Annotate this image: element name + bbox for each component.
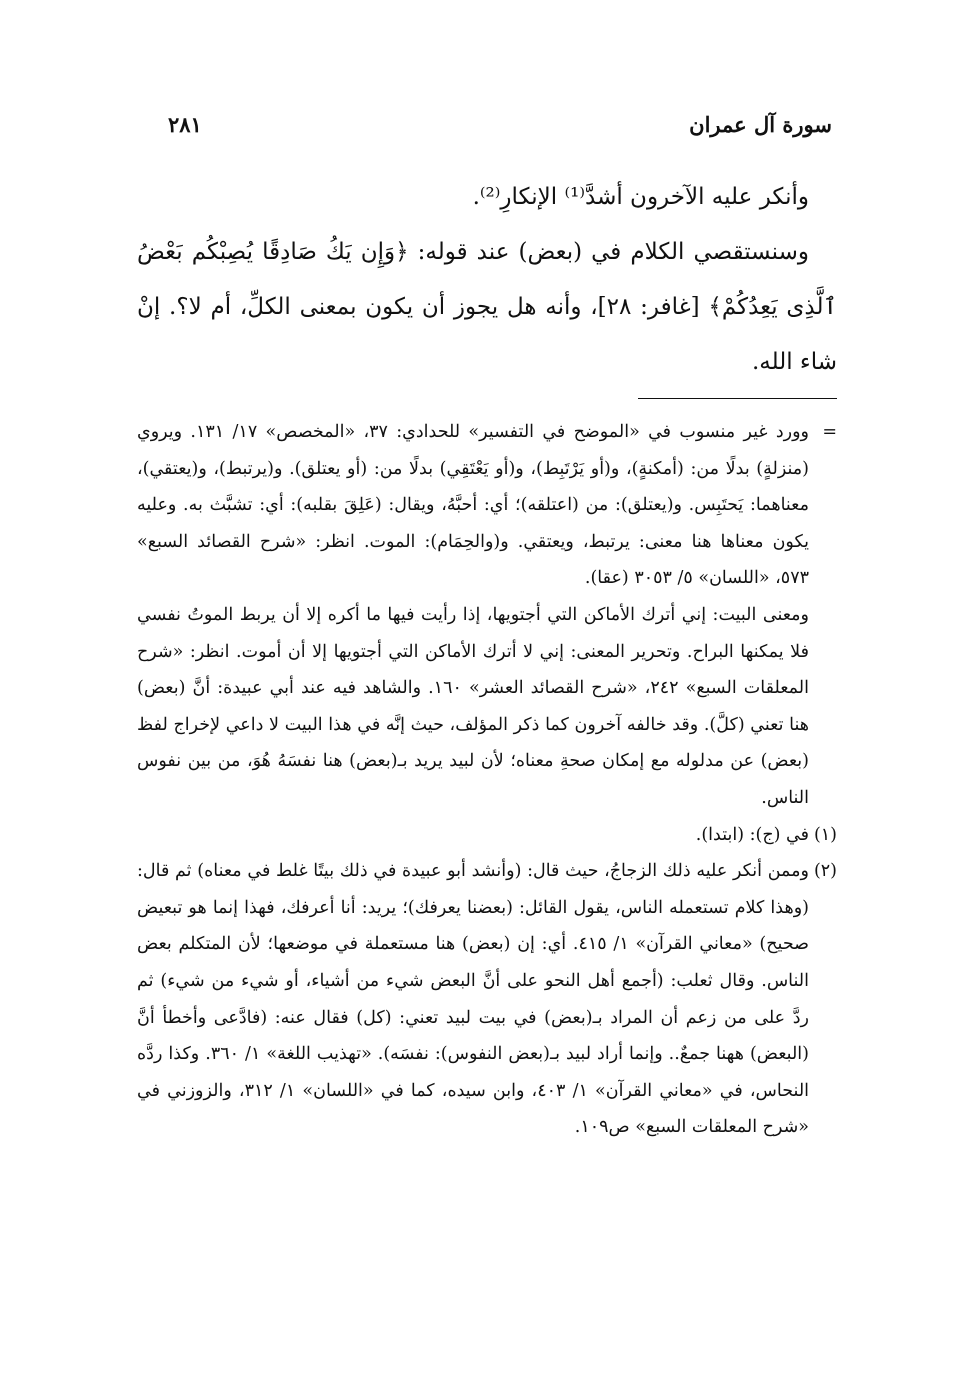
- footnote-meaning-paragraph: ومعنى البيت: إني أترك الأماكن التي أجتويها، إذا رأيت فيها ما أكره إلا أن يربط الموتُ نفسي فلا يمكنها البراح. وتحرير المعنى: إني لا أترك الأماكن التي أجتويها إلا أن أموت. انظر: «شرح المعلقات السبع» ٢٤٢، «شرح القصائد العشر» ١٦٠. والشاهد فيه عند أبي عبيدة: أنَّ (بعض) هنا تعني (كلَّ). وقد خالفه آخرون كما ذكر المؤلف، حيث إنَّه في هذا البيت لا داعي لإخراج لفظ (بعض) عن مدلوله مع إمكان صحةِ معناه؛ لأن لبيد يريد بـ(بعض) هنا نفسَهُ هُوَ، من بين نفوس الناس.: [137, 604, 809, 808]
- footnote-2: [137, 853, 837, 1146]
- footnote-separator: [638, 398, 837, 399]
- footnote-2-text: وممن أنكر عليه ذلك الزجاجُ، حيث قال: (وأنشد أبو عبيدة في ذلك بيتًا غلط في معناه) ثم قال: (وهذا كلام تستعمله الناس، يقول القائل: (بعضنا يعرفك)؛ يريد: أنا أعرفك، فهذا إنما هو تبعيض صحيح) «معاني القرآن» ١/ ٤١٥. أي: إن (بعض) هنا مستعملة في موضعها؛ لأن المتكلم بعض الناس. وقال ثعلب: (أجمع أهل النحو على أنَّ البعض شيء من أشياء، أو شيء من شيء) ثم ردَّ على من زعم أن المراد بـ(بعض) في بيت لبيد تعني: (كل) فقال عنه: (فادَّعى وأخطأ أنَّ (البعض) ههنا جمعٌ.. وإنما أراد لبيد بـ(بعض النفوس): نفسَه). «تهذيب اللغة» ١/ ٣٦٠. وكذا ردَّه النحاس، في «معاني القرآن» ١/ ٤٠٣، وابن سيده، كما في «اللسان» ١/ ٣١٢، والزوزني في «شرح المعلقات السبع» ص١٠٩.: [137, 861, 810, 1138]
- footnote-2-mark: (٢): [813, 861, 837, 882]
- footnote-1: [137, 817, 837, 854]
- main-paragraph-1: وأنكر عليه الآخرون أشدَّ⁽¹⁾ الإنكارِ⁽²⁾.: [472, 184, 809, 210]
- footnote-1-text: في (ج): (ابتدا).: [695, 824, 809, 845]
- footnote-continuation-text: وورد غير منسوب في «الموضح في التفسير» للحدادي: ٣٧، «المخصص» ١٧/ ١٣١. ويروي (منزلةٍ) بدلًا من: (أمكنةٍ)، و(أو يَرْتَبِط)، و(أو يَعْتَقِي) بدلًا من: (أو يعتلق). و(يرتبط)، و(يعتقي)، معناهما: يَحتَبِس. و(يعتلق): من (اعتلقه)؛ أي: أحبَّهُ، ويقال: (عَلِقَ بقلبه): أي: تشبَّث به. وعليه يكون معناها هنا معنى: يرتبط، ويعتقي. و(والحِمَام): الموت. انظر: «شرح القصائد السبع» ٥٧٣، «اللسان» ٥/ ٣٠٥٣ (عقا).: [137, 422, 809, 589]
- continuation-mark: =: [822, 422, 837, 442]
- main-text: [137, 170, 837, 390]
- footnote-continuation: [137, 414, 837, 597]
- footnote-1-mark: (١): [813, 824, 837, 845]
- main-paragraph-2: وسنستقصي الكلام في (بعض) عند قوله: ﴿وَإِن يَكُ صَادِقًا يُصِبْكُم بَعْضُ ٱلَّذِى يَعِدُكُمْ﴾ [غافر: ٢٨]، وأنه هل يجوز أن يكون بمعنى الكلِّ، أم لا؟. إنْ شاء الله.: [137, 239, 837, 375]
- footnotes: [137, 414, 837, 1146]
- running-header-surah: سورة آل عمران: [689, 112, 832, 137]
- page-number: ٢٨١: [168, 112, 202, 137]
